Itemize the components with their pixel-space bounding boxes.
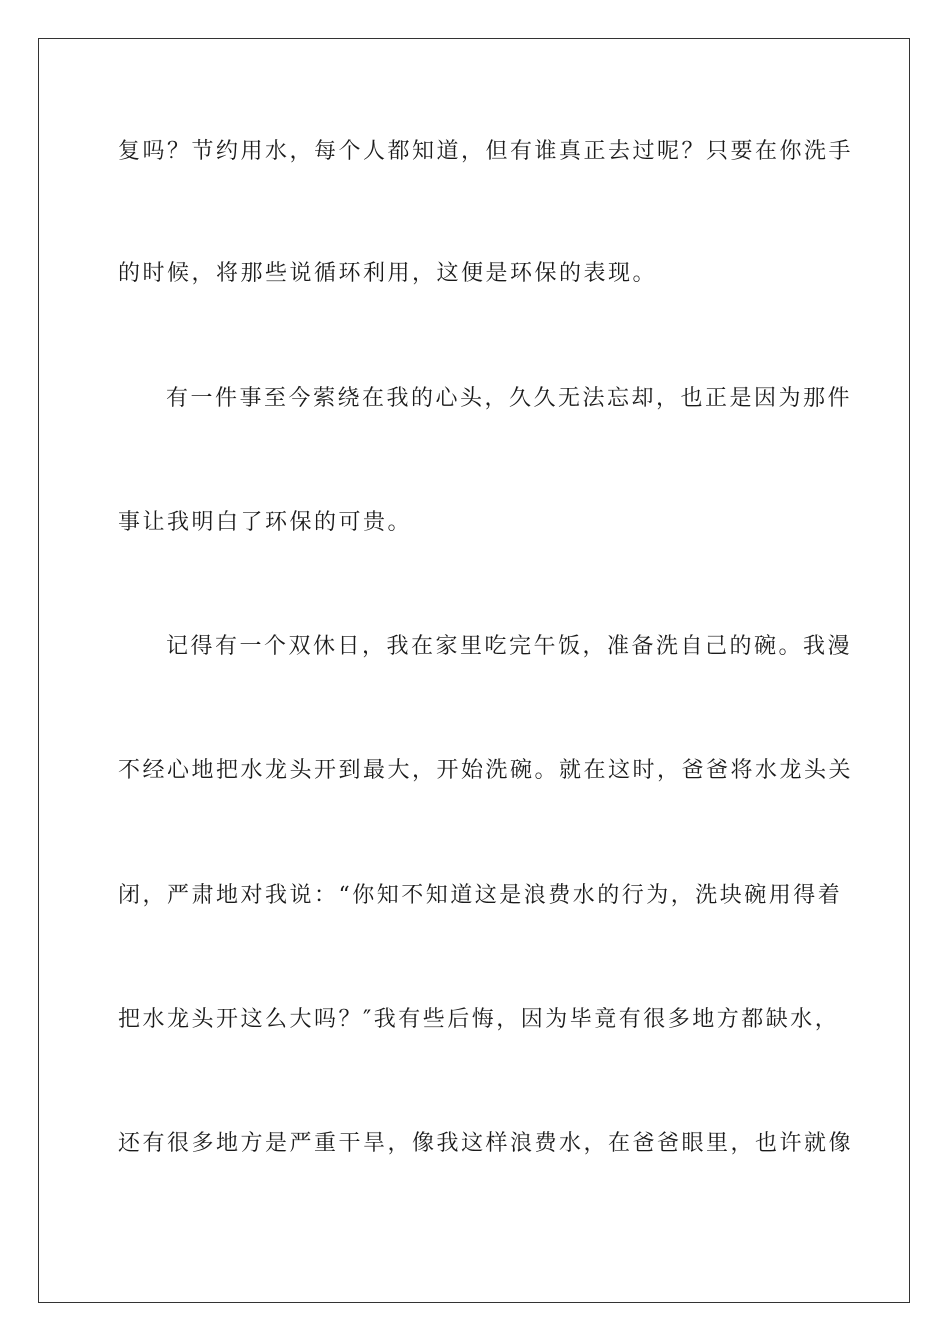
paragraph-first-line: 记得有一个双休日，我在家里吃完午饭，准备洗自己的碗。我漫: [166, 634, 853, 659]
text-line: 闭，严肃地对我说：“你知不知道这是浪费水的行为，洗块碗用得着: [118, 883, 843, 908]
page-border: [38, 38, 910, 1303]
text-line: 的时候，将那些说循环利用，这便是环保的表现。: [118, 261, 658, 286]
text-line: 复吗？节约用水，每个人都知道，但有谁真正去过呢？只要在你洗手: [118, 139, 854, 164]
text-line: 把水龙头开这么大吗？″我有些后悔，因为毕竟有很多地方都缺水，: [118, 1007, 840, 1032]
text-line: 事让我明白了环保的可贵。: [118, 510, 413, 535]
paragraph-first-line: 有一件事至今萦绕在我的心头，久久无法忘却，也正是因为那件: [166, 386, 853, 411]
text-line: 不经心地把水龙头开到最大，开始洗碗。就在这时，爸爸将水龙头关: [118, 758, 854, 783]
text-line: 还有很多地方是严重干旱，像我这样浪费水，在爸爸眼里，也许就像: [118, 1131, 854, 1156]
